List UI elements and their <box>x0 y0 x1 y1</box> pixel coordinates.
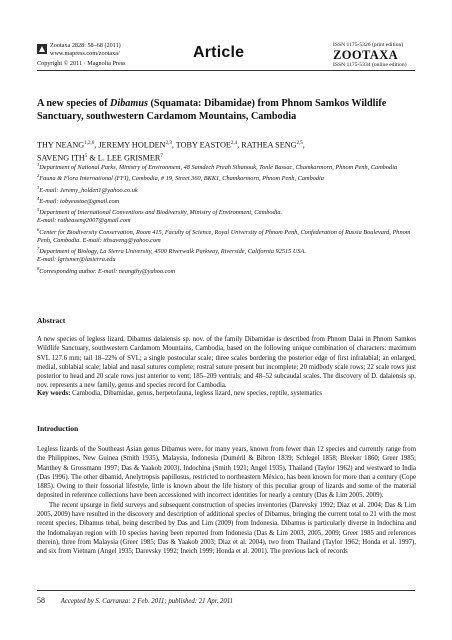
affiliation: E-mail: ratheaseng2007@gmail.com <box>37 217 131 225</box>
author-list: THY NEANG$^{1,2,6}$, JEREMY HOLDEN$^{2,3}$, TOBY EASTOE$^{2,4}$, RATHEA SENG$^{2,5}$, SAVENG ITH$^5$ & L. LEE GRISMER$^7$ <box>37 140 305 163</box>
journal-citation: Zootaxa 2828: 58–68 (2011) <box>50 42 121 49</box>
abstract-text: A new species of legless lizard, Dibamus dalaiensis sp. nov. of the family Dibamidae is described from Phnom Dalai in Phnom Samkos Wildlife Sanctuary, southwestern Cardamom Mountains, Cambodia, based on the following unique combination of characters: maximum SVL 127.6 mm; tail 18–22% of SVL; a single postocular scale; three scales bordering the posterior edge of first infralabial; an enlarged, medial, sublabial scale; labial and nasal sutures complete; rostral suture present but incomplete; 20 midbody scale rows; 22 scale rows just posterior to head and 20 scale rows just anterior to vent; 185–209 ventrals; and 48–52 subcaudal scales. The discovery of D. dalaiensis sp. nov. represents a new family, genus and species record for Cambodia. <box>37 336 416 390</box>
affiliation: $^6$Center for Biodiversity Conservation, Room 415, Faculty of Science, Royal University of Phnom Penh, Confederation of Russia Boulevard, Phnom Penh, Cambodia. E-mail: ithsaveng@yahoo.com <box>37 226 411 244</box>
paragraph: Legless lizards of the Southeast Asian genus Dibamus were, for many years, known from fewer than 12 species and currently range from the Philippines, New Guinea (Smith 1935), Malaysia, Indonesia (Duméril & Bibron 1839; Schlegel 1858; Bleeker 1860; Greer 1985; Manthey & Grossmann 1997; Das & Yaakob 2003), Indochina (Smith 1921; Angel 1935), Thailand (Taylor 1962) and westward to India (Das 1996). The other dibamid, Anelytropsis papillosus, restricted to northeastern México, has been known for more than a century (Cope 1885). Owing to their fossorial lifestyle, little is known about the life history of this peculiar group of lizards and some of the material deposited in reference collections have been accessioned with incorrect identities for nearly a century (Das & Lim 2005, 2009). <box>37 446 416 500</box>
journal-url[interactable]: www.mapress.com/zootaxa/ <box>50 50 120 58</box>
issn-print: ISSN 1175-5326 (print edition) <box>333 42 404 48</box>
author-name: JEREMY HOLDEN <box>98 140 166 150</box>
affiliation: $^1$Department of National Parks, Ministry of Environment, 48 Samdech Preah Sihanouk, Tonle Bassac, Chamkarmorn, Phnom Penh, Cambodia <box>37 162 398 172</box>
page-number: 58 <box>37 596 45 605</box>
header-right <box>333 42 413 69</box>
author-name: & L. LEE GRISMER <box>89 153 161 163</box>
issn-online: ISSN 1175-5334 (online edition) <box>333 62 407 68</box>
introduction-heading: Introduction <box>37 424 79 433</box>
affiliation: $^8$Corresponding author. E-mail: neangthy@yahoo.com <box>37 265 176 275</box>
author-name: SAVENG ITH <box>37 153 85 163</box>
footer <box>37 596 233 605</box>
footer-rule <box>37 590 415 591</box>
paper-title: A new species of Dibamus (Squamata: Dibamidae) from Phnom Samkos Wildlife Sanctuary, southwestern Cardamom Mountains, Cambodia <box>37 98 387 122</box>
affiliation: $^2$Fauna & Flora International (FFI), Cambodia, # 19, Street 360, BKK1, Chamkarmorn, Phnom Penh, Cambodia <box>37 173 324 183</box>
affiliation: E-mail: lgrismer@lasierra.edu <box>37 256 116 264</box>
accepted-line: Accepted by S. Carranza: 2 Feb. 2011; published: 21 Apr. 2011 <box>60 598 234 605</box>
journal-logo: ZOOTAXA <box>333 48 399 62</box>
keywords <box>37 389 416 398</box>
affiliations <box>37 161 417 276</box>
affiliation: $^5$Department of International Conventions and Biodiversity, Ministry of Environment, Cambodia. <box>37 207 283 217</box>
introduction-body <box>37 445 416 557</box>
author-name: THY NEANG <box>37 140 85 150</box>
affiliation: $^3$E-mail: Jeremy_holden1@yahoo.co.uk <box>37 184 138 194</box>
abstract-heading: Abstract <box>37 316 66 325</box>
header-left <box>37 42 126 68</box>
keywords-label: Key words: <box>37 390 71 397</box>
keywords-list: Cambodia, Dibamidae, genus, herpetofauna, legless lizard, new species, reptile, systematics <box>72 390 323 397</box>
affiliation: $^4$E-mail: tobyeastoe@gmail.com <box>37 195 120 205</box>
author-name: TOBY EASTOE <box>175 140 231 150</box>
paragraph: The recent upsurge in field surveys and subsequent construction of species inventories (Darevsky 1992; Diaz et al. 2004; Das & Lim 2005, 2009) have resulted in the discovery and description of additional species of Dibamus, bringing the current total to 21 with the most recent species, Dibamus tebal, being described by Das and Lim (2009) from Indonesia. Dibamus is particularly diverse in Indochina and the Indomalayan region with 10 species having been reported from Indonesia (Das & Lim 2003, 2005, 2009; Greer 1985 and references therein), three from Malaysia (Greer 1985; Das & Yaakob 2003; Diaz et al. 2004), two from Thailand (Taylor 1962; Honda et al. 1997), and six from Vietnam (Angel 1935; Darevsky 1992; Ineich 1999; Honda et al. 2001). The previous lack of records <box>37 501 416 556</box>
section-label: Article <box>193 44 245 61</box>
affiliation: $^7$Department of Biology, La Sierra University, 4500 Riverwalk Parkway, Riverside, California 92515 USA. <box>37 246 306 256</box>
header-rule <box>37 70 415 71</box>
copyright: Copyright © 2011 · Magnolia Press <box>37 59 126 67</box>
author-name: RATHEA SENG <box>241 140 297 150</box>
